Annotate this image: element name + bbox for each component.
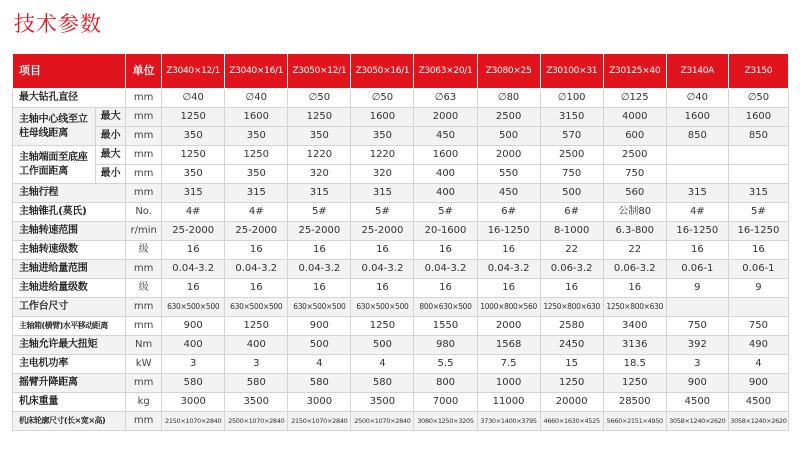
table-cell: 3	[162, 355, 225, 374]
table-cell: 450	[414, 127, 477, 146]
header-model: Z3150	[728, 54, 788, 89]
header-model: Z3080×25	[477, 54, 540, 89]
table-cell: 25-2000	[288, 222, 351, 241]
table-cell: 4	[288, 355, 351, 374]
table-cell: ∅50	[728, 89, 788, 108]
table-cell: 315	[225, 184, 288, 203]
table-cell: 630×500×500	[288, 298, 351, 317]
table-row	[13, 89, 789, 108]
table-cell	[728, 298, 788, 317]
table-cell: 0.04-3.2	[225, 260, 288, 279]
header-model: Z3050×12/1	[288, 54, 351, 89]
row-name: 主轴锥孔(莫氏)	[13, 203, 126, 222]
table-row	[13, 279, 789, 298]
table-cell: 16	[414, 279, 477, 298]
table-cell: 850	[666, 127, 728, 146]
table-cell: 320	[351, 165, 414, 184]
row-unit: mm	[126, 374, 162, 393]
table-cell: 3400	[603, 317, 666, 336]
row-unit: r/min	[126, 222, 162, 241]
table-cell: 350	[162, 127, 225, 146]
table-cell: 750	[603, 165, 666, 184]
table-row	[13, 355, 789, 374]
row-unit: No.	[126, 203, 162, 222]
table-cell: ∅80	[477, 89, 540, 108]
table-cell: 16	[477, 279, 540, 298]
table-cell: 11000	[477, 393, 540, 412]
table-cell: 0.04-3.2	[351, 260, 414, 279]
row-name: 主轴中心线至立柱母线距离	[13, 108, 96, 146]
table-cell: 9	[728, 279, 788, 298]
row-unit: mm	[126, 165, 162, 184]
row-unit: mm	[126, 89, 162, 108]
table-cell: 1250×800×630	[540, 298, 603, 317]
table-cell: 4#	[666, 203, 728, 222]
table-cell: 16	[351, 241, 414, 260]
table-cell: 450	[477, 184, 540, 203]
row-name: 机床重量	[13, 393, 126, 412]
table-cell: 25-2000	[351, 222, 414, 241]
table-cell: 315	[288, 184, 351, 203]
row-sub-label: 最小	[96, 127, 126, 146]
table-cell: ∅40	[162, 89, 225, 108]
table-cell: 2500	[603, 146, 666, 165]
header-item: 项目	[13, 54, 126, 89]
table-row	[13, 241, 789, 260]
table-cell: 4660×1630×4525	[540, 412, 603, 431]
table-cell: 490	[728, 336, 788, 355]
table-cell: 1600	[225, 108, 288, 127]
header-model: Z30100×31	[540, 54, 603, 89]
table-cell: 7.5	[477, 355, 540, 374]
table-cell: 28500	[603, 393, 666, 412]
row-sub-label: 最大	[96, 146, 126, 165]
table-cell: 2450	[540, 336, 603, 355]
table-row	[13, 393, 789, 412]
row-name: 主轴进给量范围	[13, 260, 126, 279]
row-name: 工作台尺寸	[13, 298, 126, 317]
table-cell: 16	[540, 279, 603, 298]
header-model: Z3050×16/1	[351, 54, 414, 89]
table-cell: 1600	[351, 108, 414, 127]
table-cell: 580	[351, 374, 414, 393]
row-name: 主轴行程	[13, 184, 126, 203]
row-unit: mm	[126, 146, 162, 165]
table-cell: 16	[162, 241, 225, 260]
table-cell: 6.3-800	[603, 222, 666, 241]
table-row	[13, 412, 789, 431]
table-cell: 25-2000	[225, 222, 288, 241]
table-row	[13, 165, 789, 184]
table-cell	[666, 146, 728, 165]
row-unit: Nm	[126, 336, 162, 355]
spec-table	[12, 53, 789, 431]
table-cell: 580	[225, 374, 288, 393]
table-cell: 1550	[414, 317, 477, 336]
table-cell: 900	[728, 374, 788, 393]
table-cell: 0.06-1	[728, 260, 788, 279]
table-cell: 1220	[351, 146, 414, 165]
table-row	[13, 108, 789, 127]
table-cell: 320	[288, 165, 351, 184]
header-model: Z3140A	[666, 54, 728, 89]
table-cell: 2150×1070×2840	[288, 412, 351, 431]
table-cell: 3080×1250×3205	[414, 412, 477, 431]
table-cell: 1250	[162, 146, 225, 165]
table-cell: 800	[414, 374, 477, 393]
table-cell: 0.04-3.2	[414, 260, 477, 279]
table-cell: 6#	[477, 203, 540, 222]
table-cell	[666, 298, 728, 317]
table-cell: 5660×2151×4950	[603, 412, 666, 431]
table-cell: 600	[603, 127, 666, 146]
table-cell: 公制80	[603, 203, 666, 222]
row-unit: mm	[126, 127, 162, 146]
table-cell: 1250	[225, 146, 288, 165]
table-cell: 315	[728, 184, 788, 203]
table-cell: 4#	[225, 203, 288, 222]
table-cell: 630×500×500	[162, 298, 225, 317]
table-row	[13, 260, 789, 279]
table-cell: 550	[477, 165, 540, 184]
row-unit: mm	[126, 108, 162, 127]
table-cell: 1250	[603, 374, 666, 393]
table-cell: 0.04-3.2	[162, 260, 225, 279]
row-unit: mm	[126, 317, 162, 336]
table-cell: 400	[414, 165, 477, 184]
table-cell: 18.5	[603, 355, 666, 374]
table-cell: 20-1600	[414, 222, 477, 241]
table-cell: 1600	[666, 108, 728, 127]
table-cell: 3500	[351, 393, 414, 412]
table-cell: 22	[540, 241, 603, 260]
table-cell: 1250×800×630	[603, 298, 666, 317]
table-cell: 2500	[540, 146, 603, 165]
table-cell: 8-1000	[540, 222, 603, 241]
table-cell: 570	[540, 127, 603, 146]
table-cell: 6#	[540, 203, 603, 222]
table-cell: 16	[225, 241, 288, 260]
table-cell: 0.04-3.2	[288, 260, 351, 279]
table-cell: 750	[666, 317, 728, 336]
table-cell: 4500	[666, 393, 728, 412]
table-row	[13, 317, 789, 336]
table-cell: 16	[666, 241, 728, 260]
table-cell: 980	[414, 336, 477, 355]
table-cell: 22	[603, 241, 666, 260]
row-unit: mm	[126, 184, 162, 203]
table-cell: 2580	[540, 317, 603, 336]
row-name: 主轴箱(横臂)水平移动距离	[13, 317, 126, 336]
page-title: 技术参数	[14, 12, 102, 36]
row-sub-label: 最大	[96, 108, 126, 127]
table-cell: 1220	[288, 146, 351, 165]
table-cell: 16	[225, 279, 288, 298]
row-name: 主轴允许最大扭矩	[13, 336, 126, 355]
table-cell: 630×500×500	[225, 298, 288, 317]
table-cell: 4000	[603, 108, 666, 127]
table-cell: 5#	[728, 203, 788, 222]
table-cell: 900	[666, 374, 728, 393]
row-name: 主轴进给量级数	[13, 279, 126, 298]
row-unit: mm	[126, 412, 162, 431]
row-name: 机床轮廓尺寸(长×宽×高)	[13, 412, 126, 431]
table-cell: 400	[414, 184, 477, 203]
table-cell: 20000	[540, 393, 603, 412]
table-cell: 580	[162, 374, 225, 393]
table-cell: 560	[603, 184, 666, 203]
table-cell	[666, 165, 728, 184]
table-cell: 392	[666, 336, 728, 355]
table-cell: 850	[728, 127, 788, 146]
table-cell: 1600	[728, 108, 788, 127]
row-name: 主轴转速范围	[13, 222, 126, 241]
table-cell: 0.06-1	[666, 260, 728, 279]
table-cell: 580	[288, 374, 351, 393]
table-cell: 0.06-3.2	[540, 260, 603, 279]
table-cell	[728, 165, 788, 184]
row-name: 摇臂升降距离	[13, 374, 126, 393]
table-cell: 5.5	[414, 355, 477, 374]
table-cell: 630×500×500	[351, 298, 414, 317]
table-row	[13, 127, 789, 146]
table-cell: 3500	[225, 393, 288, 412]
table-cell: 1600	[414, 146, 477, 165]
table-cell: ∅125	[603, 89, 666, 108]
table-cell: 2000	[477, 146, 540, 165]
table-row	[13, 146, 789, 165]
table-cell: 2500×1070×2840	[225, 412, 288, 431]
table-cell: 3058×1240×2620	[728, 412, 788, 431]
row-unit: 级	[126, 279, 162, 298]
table-cell: 2500	[477, 108, 540, 127]
table-cell: 1250	[225, 317, 288, 336]
table-cell: 1000	[477, 374, 540, 393]
table-cell: ∅100	[540, 89, 603, 108]
table-cell: 15	[540, 355, 603, 374]
table-cell: ∅40	[225, 89, 288, 108]
table-row	[13, 374, 789, 393]
header-model: Z30125×40	[603, 54, 666, 89]
table-cell: 4#	[162, 203, 225, 222]
table-cell: 5#	[288, 203, 351, 222]
table-cell: 4	[351, 355, 414, 374]
table-cell: ∅40	[666, 89, 728, 108]
table-cell: 350	[225, 165, 288, 184]
table-cell: 315	[666, 184, 728, 203]
table-cell: 0.06-3.2	[603, 260, 666, 279]
table-cell: 400	[162, 336, 225, 355]
table-cell: 16	[288, 279, 351, 298]
spec-table-body	[13, 89, 789, 431]
table-cell: 4	[728, 355, 788, 374]
table-cell: 1250	[351, 317, 414, 336]
row-name: 主电机功率	[13, 355, 126, 374]
table-cell: 3000	[162, 393, 225, 412]
row-unit: mm	[126, 260, 162, 279]
table-row	[13, 336, 789, 355]
header-row	[13, 54, 789, 89]
table-row	[13, 184, 789, 203]
table-cell: 3	[225, 355, 288, 374]
table-cell: 500	[540, 184, 603, 203]
table-cell: 3150	[540, 108, 603, 127]
table-cell: 16-1250	[477, 222, 540, 241]
table-cell: ∅50	[288, 89, 351, 108]
table-cell: 350	[162, 165, 225, 184]
table-cell: 16	[414, 241, 477, 260]
table-cell: 350	[351, 127, 414, 146]
row-unit: kg	[126, 393, 162, 412]
table-cell: 750	[540, 165, 603, 184]
table-cell: 400	[225, 336, 288, 355]
row-name: 主轴转速级数	[13, 241, 126, 260]
row-name: 最大钻孔直径	[13, 89, 126, 108]
table-cell: 1568	[477, 336, 540, 355]
table-cell: 16	[728, 241, 788, 260]
table-cell: 1250	[162, 108, 225, 127]
table-cell: 2500×1070×2840	[351, 412, 414, 431]
table-cell: 800×630×500	[414, 298, 477, 317]
table-cell: 750	[728, 317, 788, 336]
table-cell: 900	[162, 317, 225, 336]
header-model: Z3040×16/1	[225, 54, 288, 89]
row-sub-label: 最小	[96, 165, 126, 184]
table-cell: 3000	[288, 393, 351, 412]
table-cell: 315	[351, 184, 414, 203]
table-cell: 3136	[603, 336, 666, 355]
table-cell: 500	[351, 336, 414, 355]
table-cell: 2000	[477, 317, 540, 336]
row-unit: 级	[126, 241, 162, 260]
row-unit: mm	[126, 298, 162, 317]
table-row	[13, 203, 789, 222]
header-unit: 单位	[126, 54, 162, 89]
table-row	[13, 298, 789, 317]
table-cell: 1000×800×560	[477, 298, 540, 317]
table-cell: 1250	[288, 108, 351, 127]
table-cell: 350	[225, 127, 288, 146]
table-cell: 2150×1070×2840	[162, 412, 225, 431]
table-cell: 3058×1240×2620	[666, 412, 728, 431]
table-cell: 3	[666, 355, 728, 374]
table-cell: 3730×1400×3795	[477, 412, 540, 431]
table-cell: 9	[666, 279, 728, 298]
table-cell: 0.04-3.2	[477, 260, 540, 279]
table-cell: 315	[162, 184, 225, 203]
table-cell: ∅63	[414, 89, 477, 108]
table-cell: 500	[288, 336, 351, 355]
row-unit: kW	[126, 355, 162, 374]
table-cell: ∅50	[351, 89, 414, 108]
table-cell: 16	[162, 279, 225, 298]
table-cell: 2000	[414, 108, 477, 127]
table-cell: 16-1250	[728, 222, 788, 241]
table-cell: 5#	[414, 203, 477, 222]
table-cell: 500	[477, 127, 540, 146]
table-cell: 16	[477, 241, 540, 260]
table-cell: 25-2000	[162, 222, 225, 241]
table-cell: 5#	[351, 203, 414, 222]
table-row	[13, 222, 789, 241]
table-cell: 16	[351, 279, 414, 298]
table-cell: 1250	[540, 374, 603, 393]
row-name: 主轴端面至底座工作面距离	[13, 146, 96, 184]
table-cell: 350	[288, 127, 351, 146]
table-cell: 4500	[728, 393, 788, 412]
table-cell: 16	[603, 279, 666, 298]
table-cell	[728, 146, 788, 165]
table-cell: 900	[288, 317, 351, 336]
table-cell: 16	[288, 241, 351, 260]
header-model: Z3040×12/1	[162, 54, 225, 89]
header-model: Z3063×20/1	[414, 54, 477, 89]
table-cell: 7000	[414, 393, 477, 412]
table-cell: 16-1250	[666, 222, 728, 241]
